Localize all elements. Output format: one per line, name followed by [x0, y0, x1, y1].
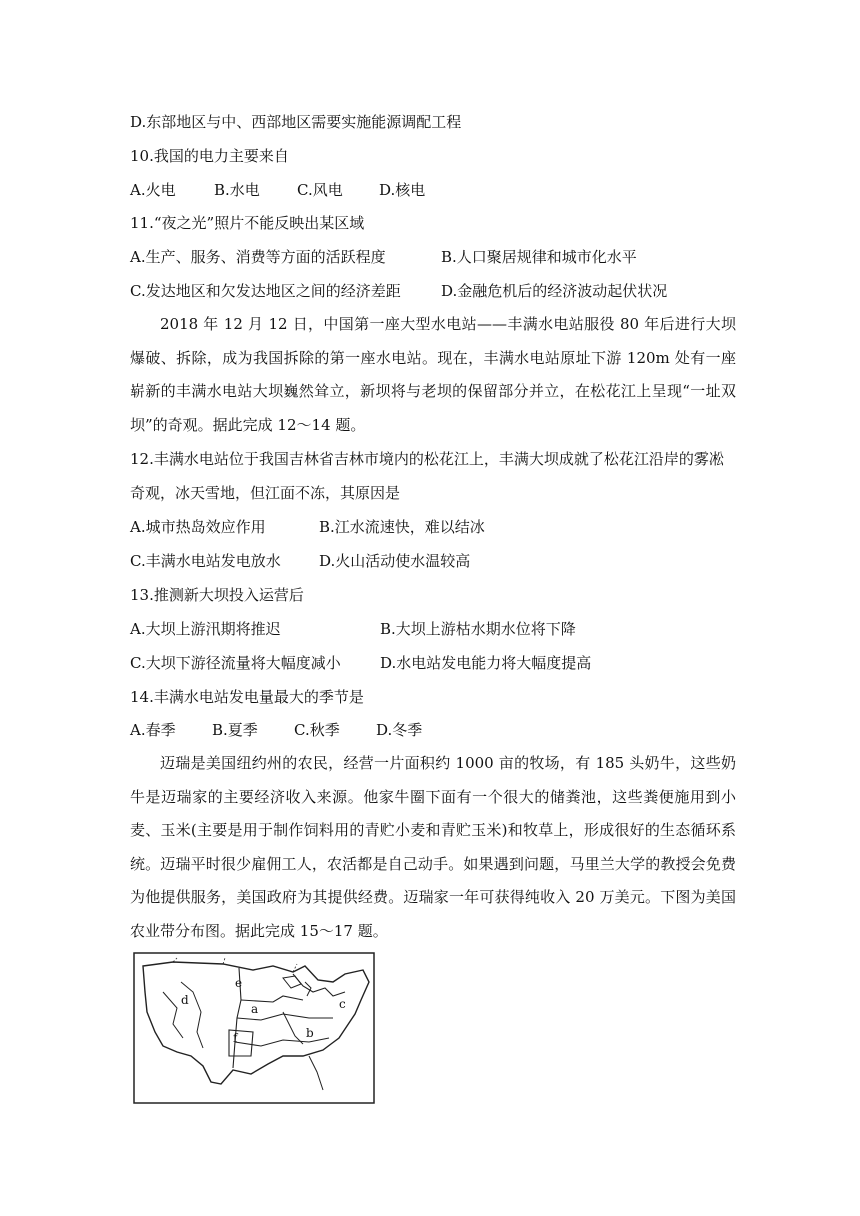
option-c: C.风电 [297, 181, 343, 199]
option-a: A.春季 [130, 721, 176, 739]
option-b: B.水电 [214, 181, 260, 199]
option-d-line: D.东部地区与中、西部地区需要实施能源调配工程 [130, 113, 462, 131]
option-d: D.水电站发电能力将大幅度提高 [380, 654, 592, 672]
option-c: C.大坝下游径流量将大幅度减小 [130, 654, 341, 672]
us-agricultural-belts-map [133, 952, 375, 1104]
option-c: C.秋季 [294, 721, 340, 739]
option-d: D.火山活动使水温较高 [319, 552, 471, 570]
question-10-options [130, 180, 425, 200]
option-c: C.发达地区和欠发达地区之间的经济差距 [130, 282, 401, 300]
option-b: B.夏季 [212, 721, 258, 739]
region-label-f: f [233, 1031, 238, 1045]
option-b: B.江水流速快，难以结冰 [319, 518, 485, 536]
option-d: D.核电 [379, 181, 426, 199]
question-10: 10.我国的电力主要来自 [130, 147, 289, 165]
option-a: A.大坝上游汛期将推迟 [130, 620, 281, 638]
question-12-line1: 12.丰满水电站位于我国吉林省吉林市境内的松花江上，丰满大坝成就了松花江沿岸的雾凇 [130, 450, 724, 468]
question-13: 13.推测新大坝投入运营后 [130, 586, 304, 604]
question-12-line2: 奇观，冰天雪地，但江面不冻，其原因是 [130, 484, 401, 502]
option-d: D.冬季 [376, 721, 423, 739]
option-a: A.火电 [130, 181, 176, 199]
option-b: B.大坝上游枯水期水位将下降 [380, 620, 576, 638]
option-a: A.城市热岛效应作用 [130, 518, 266, 536]
option-b: B.人口聚居规律和城市化水平 [441, 248, 637, 266]
passage-mairui: 迈瑞是美国纽约州的农民，经营一片面积约 1000 亩的牧场，有 185 头奶牛，这些奶牛是迈瑞家的主要经济收入来源。他家牛圈下面有一个很大的储粪池，这些粪便施用到小麦、玉米(主要是用于制作饲料用的青贮小麦和青贮玉米)和牧草上，形成很好的生态循环系统。迈瑞平时很少雇佣工人，农活都是自己动手。如果遇到问题，马里兰大学的教授会免费为他提供服务，美国政府为其提供经费。迈瑞家一年可获得纯收入 20 万美元。下图为美国农业带分布图。据此完成 15～17 题。 [130, 754, 736, 940]
question-14: 14.丰满水电站发电量最大的季节是 [130, 688, 364, 706]
question-11: 11.“夜之光”照片不能反映出某区域 [130, 214, 365, 232]
question-14-options [130, 720, 422, 740]
region-label-c: c [339, 997, 346, 1011]
region-label-e: e [235, 976, 243, 990]
region-label-b: b [306, 1026, 314, 1040]
option-d: D.金融危机后的经济波动起伏状况 [441, 282, 668, 300]
region-label-d: d [181, 993, 189, 1007]
region-label-a: a [251, 1002, 259, 1016]
option-a: A.生产、服务、消费等方面的活跃程度 [130, 248, 386, 266]
passage-fengman: 2018 年 12 月 12 日，中国第一座大型水电站——丰满水电站服役 80 年后进行大坝爆破、拆除，成为我国拆除的第一座水电站。现在，丰满水电站原址下游 120m 处有一座崭新的丰满水电站大坝巍然耸立，新坝将与老坝的保留部分并立，在松花江上呈现“一址双坝”的奇观。据此完成 12～14 题。 [130, 315, 736, 434]
option-c: C.丰满水电站发电放水 [130, 552, 281, 570]
